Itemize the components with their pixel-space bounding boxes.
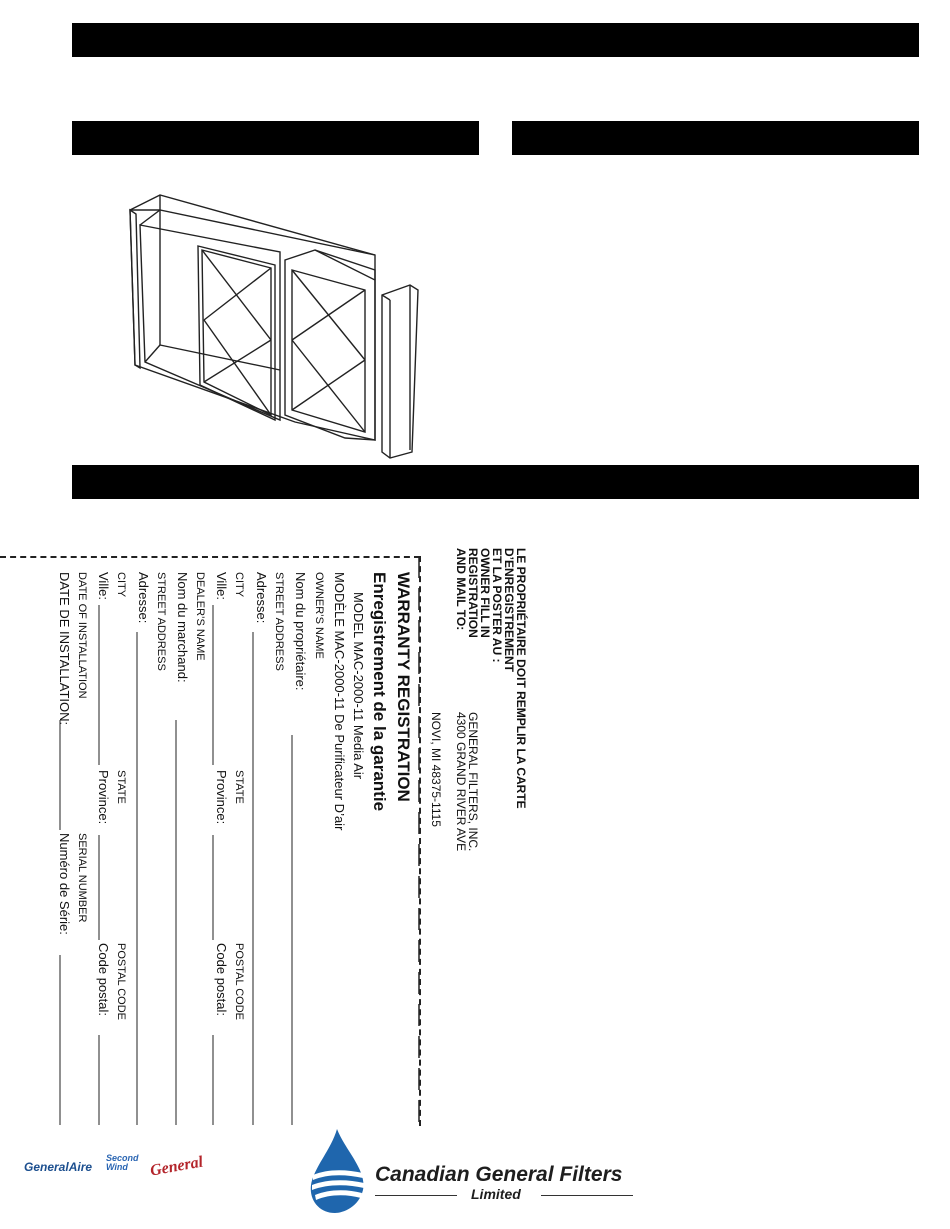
city-label: CITY <box>233 572 245 598</box>
instruction-fr-1: LE PROPRIÉTAIRE DOIT REMPLIR LA CARTE <box>514 548 528 809</box>
dealer-state-label: STATE <box>115 770 127 804</box>
address-line-3: NOVI, MI 48375-1115 <box>429 712 443 827</box>
date-install-fr-label: DATE DE INSTALLATION: <box>57 572 72 726</box>
address-line-1: GENERAL FILTERS, INC. <box>466 712 480 852</box>
dealer-street-label: STREET ADDRESS <box>155 572 167 671</box>
serial-label: SERIAL NUMBER <box>76 833 88 923</box>
instruction-fr-3: ET LA POSTER AU : <box>490 548 504 663</box>
date-install-label: DATE OF INSTALLATION <box>76 572 88 699</box>
general-logo: General <box>148 1153 205 1180</box>
owners-name-fr-label: Nom du propriétaire: <box>293 572 308 691</box>
address-line-2: 4300 GRAND RIVER AVE <box>454 712 468 852</box>
street-address-fr-label: Adresse: <box>254 572 269 624</box>
footer-brand-logos <box>22 1152 222 1192</box>
postal-code-label: POSTAL CODE <box>233 943 245 1021</box>
model-en: MODEL MAC-2000-11 Media Air <box>351 592 366 780</box>
warranty-title-fr: Enregistrement de la garantie <box>370 572 389 812</box>
instruction-fr-2: D’ENREGISTREMENT <box>502 548 516 673</box>
dealers-name-label: DEALER’S NAME <box>194 572 206 661</box>
dealer-province-fr-label: Province: <box>96 770 111 825</box>
second-wind-logo: Second Wind <box>106 1153 139 1172</box>
city-fr-label: Ville: <box>214 572 229 600</box>
canadian-general-filters-logo <box>305 1125 640 1215</box>
dealers-name-fr-label: Nom du marchand: <box>175 572 190 683</box>
state-label: STATE <box>233 770 245 804</box>
instruction-en-3: AND MAIL TO: <box>454 548 468 631</box>
province-fr-label: Province: <box>214 770 229 825</box>
serial-fr-label: Numéro de Série: <box>57 833 72 935</box>
dealer-postal-fr-label: Code postal: <box>96 943 111 1016</box>
dealer-postal-label: POSTAL CODE <box>115 943 127 1021</box>
company-rule-right <box>541 1195 633 1196</box>
water-drop-icon <box>305 1125 370 1215</box>
street-address-label: STREET ADDRESS <box>273 572 285 671</box>
generalaire-logo: GeneralAire <box>24 1160 93 1174</box>
model-fr: MODÈLE MAC-2000-11 De Purificateur D’air <box>332 572 347 831</box>
warranty-title-en: WARRANTY REGISTRATION <box>394 572 413 802</box>
dealer-street-fr-label: Adresse: <box>136 572 151 624</box>
company-sub: Limited <box>471 1186 521 1202</box>
postal-code-fr-label: Code postal: <box>214 943 229 1016</box>
dealer-city-fr-label: Ville: <box>96 572 111 600</box>
instruction-en-2: REGISTRATION <box>466 548 480 638</box>
instruction-en-1: OWNER FILL IN <box>478 548 492 638</box>
company-rule-left <box>375 1195 457 1196</box>
company-name: Canadian General Filters <box>375 1163 623 1186</box>
owners-name-label: OWNER’S NAME <box>313 572 325 659</box>
dealer-city-label: CITY <box>115 572 127 598</box>
